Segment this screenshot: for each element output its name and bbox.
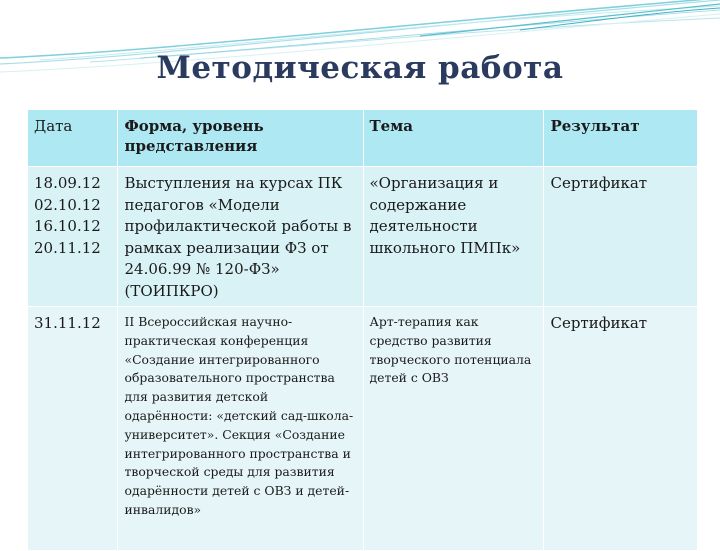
page-title: Методическая работа xyxy=(156,50,564,86)
header-result: Результат xyxy=(544,110,698,167)
cell-date: 31.11.12 xyxy=(28,307,118,551)
header-topic: Тема xyxy=(363,110,544,167)
cell-result: Сертификат xyxy=(544,307,698,551)
cell-result: Сертификат xyxy=(544,167,698,307)
cell-form: Выступления на курсах ПК педагогов «Модели профилактической работы в рамках реализации ФЗ от 24.06.99 № 120-ФЗ» (ТОИПКРО) xyxy=(118,167,363,307)
table-header-row xyxy=(28,110,698,167)
cell-topic: «Организация и содержание деятельности школьного ПМПк» xyxy=(363,167,544,307)
header-form: Форма, уровень представления xyxy=(118,110,363,167)
cell-form: II Всероссийская научно-практическая конференция «Создание интегрированного образовательного пространства для развития детской одарённости: «детский сад-школа-университет». Секция «Создание интегрированного пространства и творческой среды для развития одарённости детей с ОВЗ и детей-инвалидов» xyxy=(118,307,363,551)
header-date: Дата xyxy=(28,110,118,167)
table-row xyxy=(28,167,698,307)
cell-date: 18.09.12 02.10.12 16.10.12 20.11.12 xyxy=(28,167,118,307)
table-row xyxy=(28,307,698,551)
cell-topic: Арт-терапия как средство развития творческого потенциала детей с ОВЗ xyxy=(363,307,544,551)
methodical-work-table xyxy=(27,109,698,551)
